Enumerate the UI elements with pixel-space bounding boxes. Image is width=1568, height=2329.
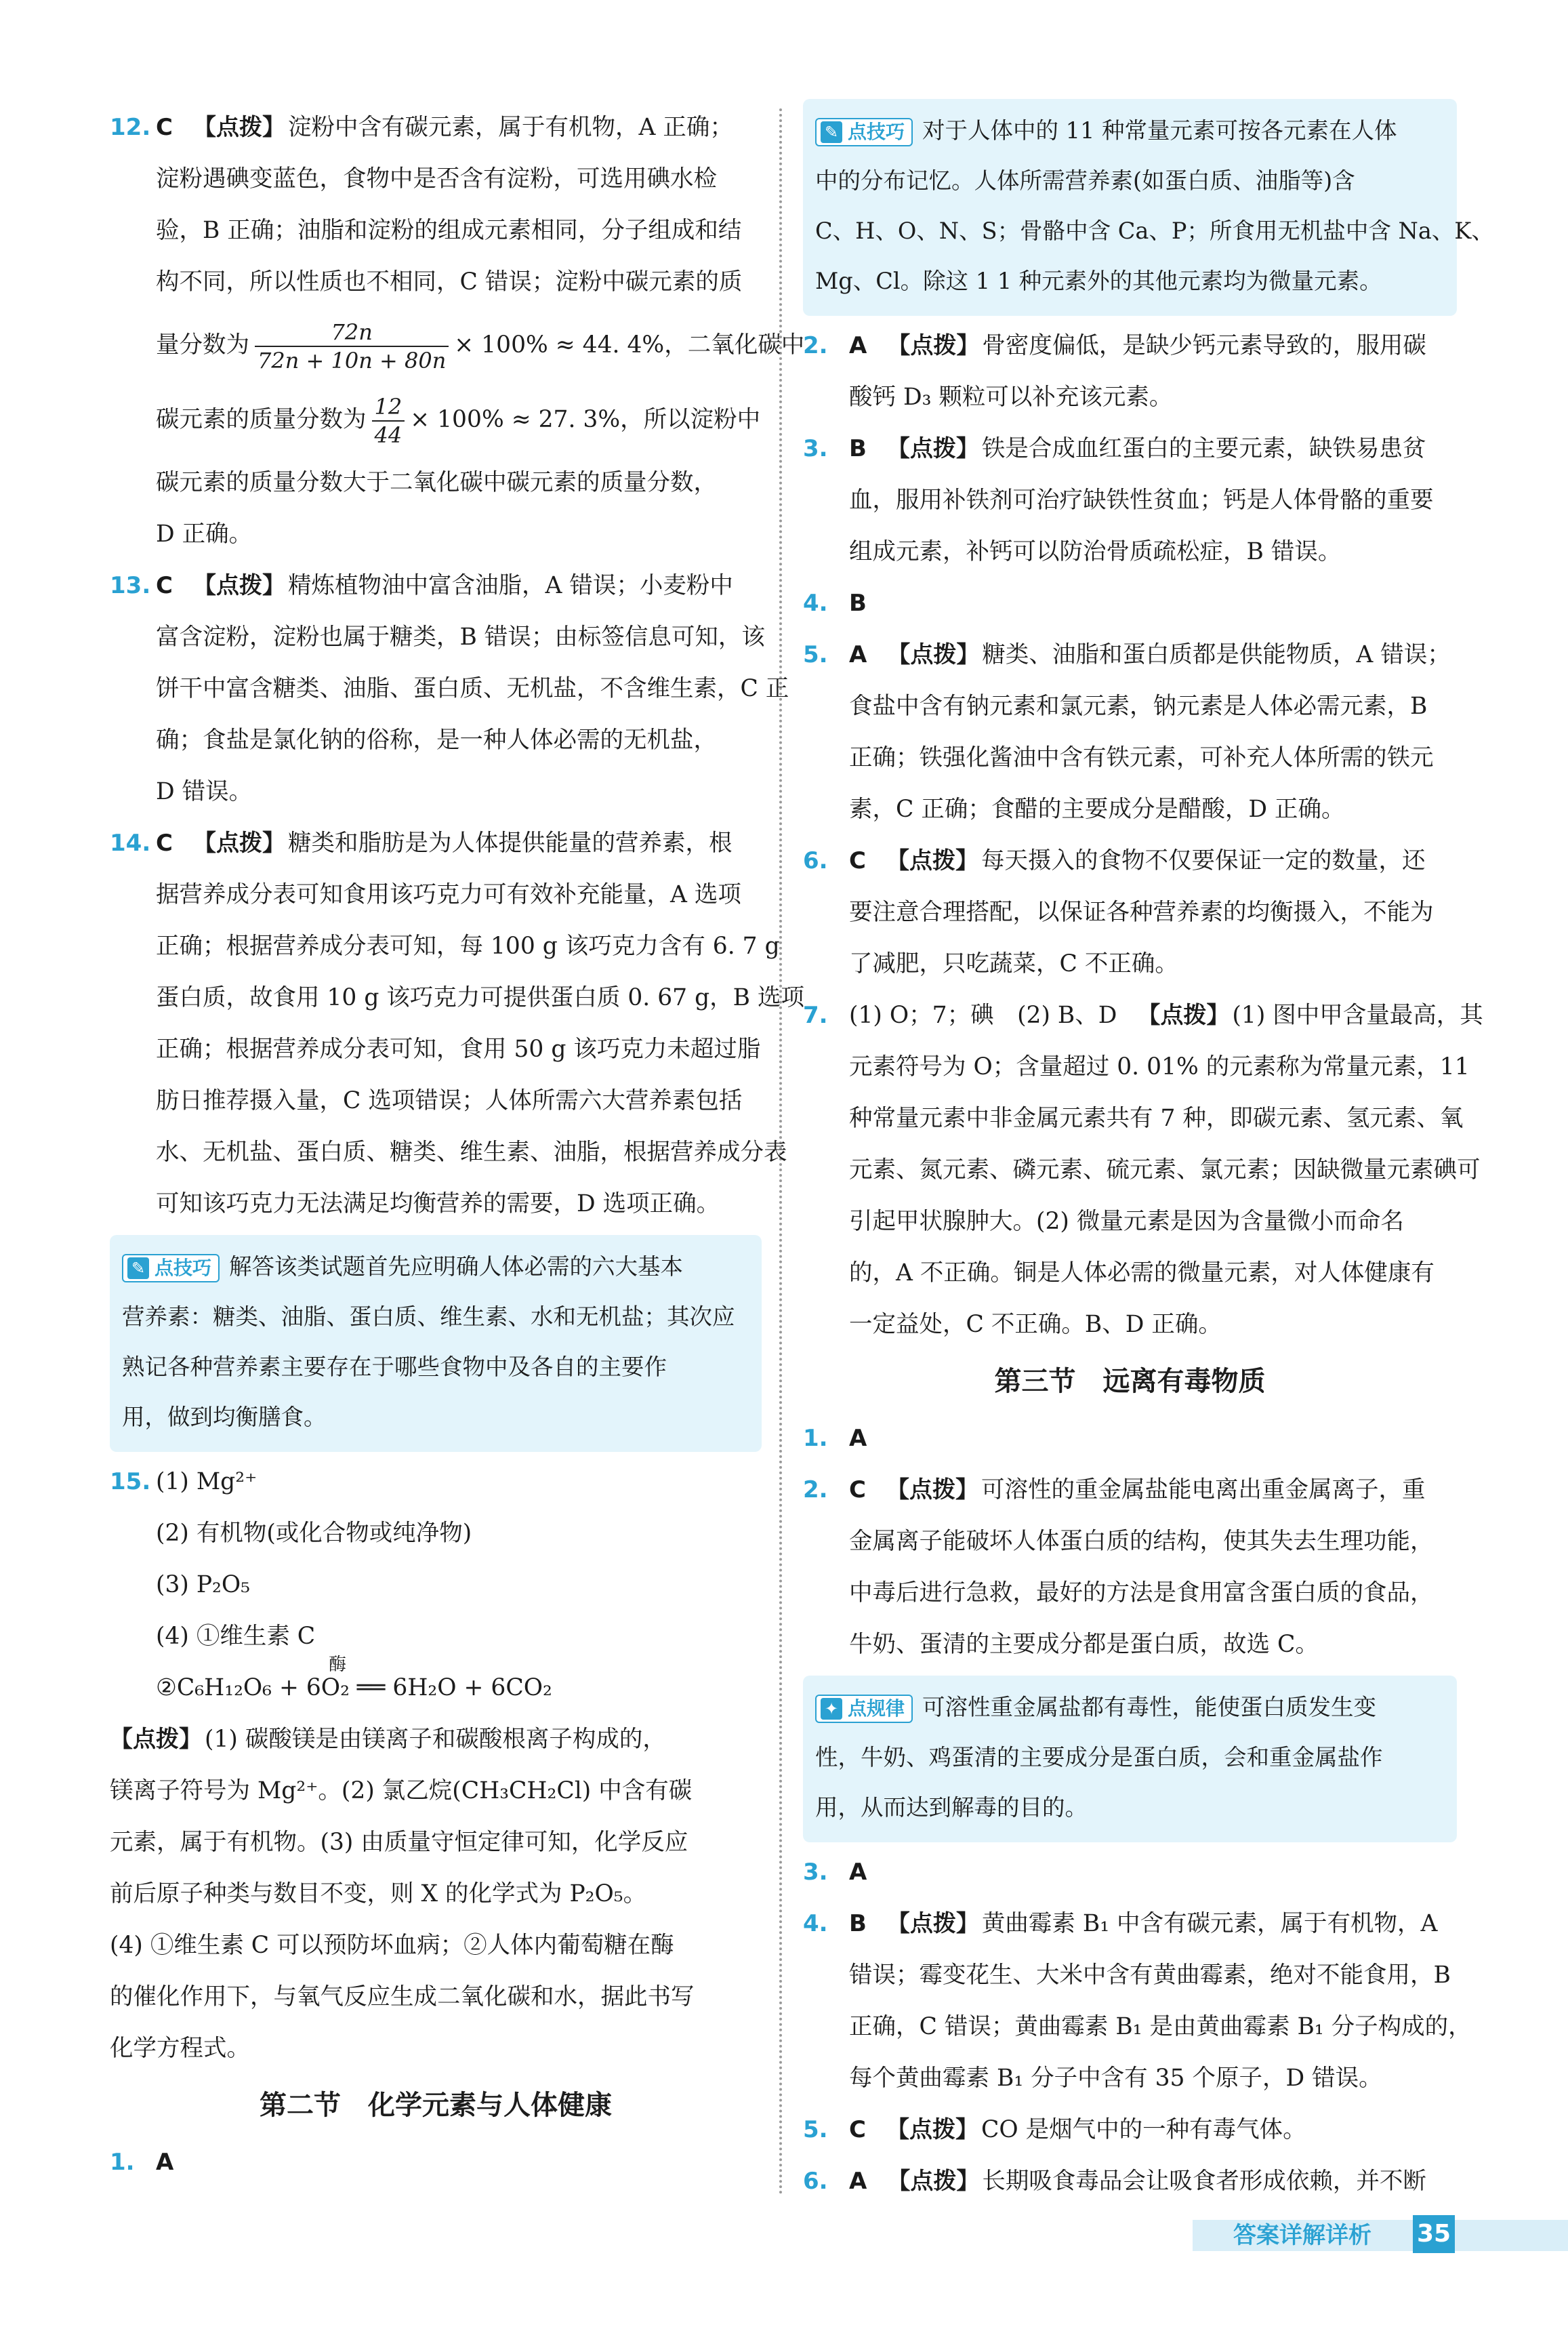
answer-text: (1) O；7；碘 (2) B、D (849, 1002, 1117, 1029)
answer-item-1 (110, 2136, 762, 2188)
text-line: 错误；霉变花生、大米中含有黄曲霉素，绝对不能食用，B (849, 1962, 1451, 1989)
question-number: 6. (803, 847, 828, 874)
hint-tag: 【点拨】 (886, 2116, 978, 2143)
left-column (110, 102, 805, 2188)
answer-item-r6 (803, 2155, 1457, 2207)
chemical-equation: ②C₆H₁₂O₆ + 6O₂ ══ 6H₂O + 6CO₂ (156, 1674, 552, 1701)
hint-tag: 【点拨】 (886, 435, 979, 462)
text-line: 骨密度偏低，是缺少钙元素导致的，服用碳 (982, 332, 1426, 359)
text-line: 种常量元素中非金属元素共有 7 种，即碳元素、氢元素、氧 (849, 1105, 1464, 1132)
text-fragment: × 100% ≈ 27. 3%，所以淀粉中 (410, 406, 761, 433)
text-line: 蛋白质，故食用 10 g 该巧克力可提供蛋白质 0. 67 g，B 选项 (156, 984, 805, 1011)
text-line: (4) ①维生素 C 可以预防坏血病；②人体内葡萄糖在酶 (110, 1932, 674, 1959)
text-line: 正确；根据营养成分表可知，食用 50 g 该巧克力未超过脂 (156, 1036, 761, 1063)
answer-item-r5 (803, 2104, 1457, 2155)
text-line: 肪日推荐摄入量，C 选项错误；人体所需六大营养素包括 (156, 1087, 743, 1114)
text-line: 可溶性的重金属盐能电离出重金属离子，重 (981, 1476, 1426, 1503)
section-title: 第三节 远离有毒物质 (994, 1366, 1266, 1397)
text-line: 中毒后进行急救，最好的方法是食用富含蛋白质的食品， (849, 1579, 1434, 1606)
tip-box (110, 1235, 762, 1452)
question-number: 13. (110, 572, 151, 599)
hint-tag: 【点拨】 (1137, 1002, 1230, 1029)
text-line: 可知该巧克力无法满足均衡营养的需要，D 选项正确。 (156, 1190, 720, 1217)
question-number: 2. (803, 1476, 828, 1503)
hint-tag: 【点拨】 (192, 830, 285, 857)
tip-badge (815, 118, 913, 146)
answer-letter: C (156, 572, 173, 599)
text-line: 用，从而达到解毒的目的。 (815, 1794, 1088, 1821)
text-line: 确；食盐是氯化钠的俗称，是一种人体必需的无机盐， (156, 727, 717, 754)
text-line: 营养素：糖类、油脂、蛋白质、维生素、水和无机盐；其次应 (122, 1303, 735, 1330)
answer-item-r2 (803, 1464, 1457, 1670)
text-line: (1) 图中甲含量最高，其 (1232, 1002, 1483, 1029)
right-column (803, 102, 1494, 2207)
question-number: 3. (803, 1859, 828, 1886)
text-line: 水、无机盐、蛋白质、糖类、维生素、油脂，根据营养成分表 (156, 1139, 787, 1166)
tip-icon: ✎ (127, 1257, 149, 1279)
question-number: 6. (803, 2168, 828, 2195)
answer-line: (2) 有机物(或化合物或纯净物) (156, 1520, 472, 1547)
text-line: D 错误。 (156, 778, 253, 805)
text-line: 素，C 正确；食醋的主要成分是醋酸，D 正确。 (849, 796, 1345, 823)
question-number: 5. (803, 2116, 828, 2143)
text-line: 可溶性重金属盐都有毒性，能使蛋白质发生变 (922, 1694, 1377, 1720)
rule-box (803, 1676, 1457, 1842)
text-line: 要注意合理搭配，以保证各种营养素的均衡摄入，不能为 (849, 899, 1434, 926)
question-number: 1. (803, 1425, 828, 1452)
answer-item-2 (803, 320, 1457, 423)
text-line: 富含淀粉，淀粉也属于糖类，B 错误；由标签信息可知，该 (156, 624, 765, 651)
answer-item-6 (803, 835, 1457, 990)
text-line: 铁是合成血红蛋白的主要元素，缺铁易患贫 (981, 435, 1426, 462)
tip-badge-label: 点技巧 (154, 1257, 212, 1279)
answer-letter: A (156, 2149, 174, 2176)
text-line: 淀粉遇碘变蓝色，食物中是否含有淀粉，可选用碘水检 (156, 165, 717, 193)
hint-tag: 【点拨】 (110, 1726, 202, 1753)
text-line: 食盐中含有钠元素和氯元素，钠元素是人体必需元素，B (849, 693, 1428, 720)
tip-box (803, 99, 1494, 316)
text-line: 淀粉中含有碳元素，属于有机物，A 正确； (287, 114, 733, 141)
answer-line: (1) Mg²⁺ (156, 1468, 257, 1495)
text-line: 每天摄入的食物不仅要保证一定的数量，还 (981, 847, 1426, 874)
answer-item-14 (110, 817, 805, 1230)
text-fragment: × 100% ≈ 44. 4%，二氧化碳中 (454, 331, 805, 359)
text-fragment: 量分数为 (156, 331, 249, 359)
fraction (255, 319, 449, 374)
hint-tag: 【点拨】 (192, 114, 285, 141)
fraction (372, 393, 405, 449)
text-line: 熟记各种营养素主要存在于哪些食物中及各自的主要作 (122, 1354, 667, 1380)
denominator: 72n + 10n + 80n (255, 346, 449, 374)
answer-item-4 (803, 578, 1457, 629)
text-line: 元素、氮元素、磷元素、硫元素、氯元素；因缺微量元素碘可 (849, 1156, 1481, 1183)
question-number: 4. (803, 590, 828, 617)
hint-tag: 【点拨】 (886, 847, 978, 874)
text-line: 中的分布记忆。人体所需营养素(如蛋白质、油脂等)含 (815, 167, 1355, 194)
text-line: 糖类、油脂和蛋白质都是供能物质，A 错误； (982, 641, 1451, 668)
text-line: C、H、O、N、S；骨骼中含 Ca、P；所食用无机盐中含 Na、K、 (815, 218, 1494, 244)
answer-letter: B (849, 590, 867, 617)
text-line: 黄曲霉素 B₁ 中含有碳元素，属于有机物，A (981, 1910, 1438, 1937)
hint-tag: 【点拨】 (887, 2168, 980, 2195)
answer-item-r1 (803, 1413, 1457, 1464)
text-line: 糖类和脂肪是为人体提供能量的营养素，根 (287, 830, 733, 857)
text-line: 对于人体中的 11 种常量元素可按各元素在人体 (922, 117, 1397, 144)
text-line: 金属离子能破坏人体蛋白质的结构，使其失去生理功能， (849, 1528, 1434, 1555)
numerator: 72n (331, 319, 373, 345)
text-line: 解答该类试题首先应明确人体必需的六大基本 (229, 1253, 684, 1280)
question-number: 12. (110, 114, 151, 141)
answer-letter: B (849, 1910, 867, 1937)
text-line: 血，服用补铁剂可治疗缺铁性贫血；钙是人体骨骼的重要 (849, 487, 1434, 514)
hint-tag: 【点拨】 (887, 641, 980, 668)
reaction-condition: 酶 (329, 1655, 347, 1675)
footer-label: 答案详解详析 (1233, 2222, 1371, 2249)
answer-item-7 (803, 990, 1483, 1350)
answer-letter: A (849, 1859, 867, 1886)
text-line: 碳元素的质量分数大于二氧化碳中碳元素的质量分数， (156, 469, 717, 496)
text-line: 构不同，所以性质也不相同，C 错误；淀粉中碳元素的质 (156, 268, 743, 296)
rule-badge (815, 1695, 913, 1723)
question-number: 15. (110, 1468, 151, 1495)
text-line: D 正确。 (156, 521, 253, 548)
text-line: 牛奶、蛋清的主要成分都是蛋白质，故选 C。 (849, 1631, 1319, 1658)
text-line: 每个黄曲霉素 B₁ 分子中含有 35 个原子，D 错误。 (849, 2065, 1382, 2092)
text-line: Mg、Cl。除这 1 1 种元素外的其他元素均为微量元素。 (815, 268, 1382, 294)
question-number: 4. (803, 1910, 828, 1937)
answer-letter: C (849, 847, 866, 874)
question-number: 14. (110, 830, 151, 857)
question-number: 2. (803, 332, 828, 359)
text-line: 引起甲状腺肿大。(2) 微量元素是因为含量微小而命名 (849, 1208, 1404, 1235)
answer-item-12 (110, 102, 805, 560)
hint-tag: 【点拨】 (192, 572, 285, 599)
answer-letter: C (156, 114, 173, 141)
numerator: 12 (374, 393, 403, 420)
question-number: 1. (110, 2149, 135, 2176)
text-line: (1) 碳酸镁是由镁离子和碳酸根离子构成的， (205, 1726, 666, 1753)
text-line: 的催化作用下，与氧气反应生成二氧化碳和水，据此书写 (110, 1983, 695, 2010)
text-line: 一定益处，C 不正确。B、D 正确。 (849, 1311, 1222, 1338)
question-number: 5. (803, 641, 828, 668)
text-line: 元素符号为 O；含量超过 0. 01% 的元素称为常量元素，11 (849, 1053, 1470, 1080)
text-line: 的，A 不正确。铜是人体必需的微量元素，对人体健康有 (849, 1259, 1435, 1287)
tip-badge (122, 1254, 220, 1282)
page-number: 35 (1413, 2215, 1455, 2253)
text-fragment: 碳元素的质量分数为 (156, 406, 367, 433)
text-line: 验，B 正确；油脂和淀粉的组成元素相同，分子组成和结 (156, 217, 742, 244)
question-number: 7. (803, 1002, 828, 1029)
section-title: 第二节 化学元素与人体健康 (260, 2090, 612, 2121)
text-line: 正确；根据营养成分表可知，每 100 g 该巧克力含有 6. 7 g (156, 933, 780, 960)
text-line: 前后原子种类与数目不变，则 X 的化学式为 P₂O₅。 (110, 1880, 647, 1907)
answer-letter: A (849, 332, 867, 359)
answer-letter: C (156, 830, 173, 857)
text-line: 镁离子符号为 Mg²⁺。(2) 氯乙烷(CH₃CH₂Cl) 中含有碳 (110, 1777, 693, 1804)
hint-tag: 【点拨】 (887, 332, 980, 359)
tip-icon: ✎ (821, 121, 842, 143)
answer-letter: A (849, 1425, 867, 1452)
hint-tag: 【点拨】 (886, 1476, 978, 1503)
question-number: 3. (803, 435, 828, 462)
text-line: 了减肥，只吃蔬菜，C 不正确。 (849, 950, 1178, 977)
answer-item-5 (803, 629, 1457, 835)
text-line: 正确；铁强化酱油中含有铁元素，可补充人体所需的铁元 (849, 744, 1434, 771)
text-line: 组成元素，补钙可以防治骨质疏松症，B 错误。 (849, 538, 1342, 565)
rule-icon: ✦ (821, 1698, 842, 1720)
tip-badge-label: 点技巧 (848, 121, 905, 143)
answer-letter: A (849, 641, 867, 668)
text-line: 酸钙 D₃ 颗粒可以补充该元素。 (849, 384, 1173, 411)
answer-letter: C (849, 1476, 866, 1503)
text-line: 饼干中富含糖类、油脂、蛋白质、无机盐，不含维生素，C 正 (156, 675, 789, 702)
answer-line: (3) P₂O₅ (156, 1571, 250, 1598)
answer-line: (4) ①维生素 C (156, 1623, 316, 1650)
text-line: 据营养成分表可知食用该巧克力可有效补充能量，A 选项 (156, 881, 741, 908)
answer-item-r3 (803, 1846, 1457, 1898)
hint-tag: 【点拨】 (886, 1910, 979, 1937)
text-line: 化学方程式。 (110, 2035, 250, 2062)
answer-letter: C (849, 2116, 866, 2143)
text-line: 元素，属于有机物。(3) 由质量守恒定律可知，化学反应 (110, 1829, 688, 1856)
answer-item-15 (110, 1456, 762, 2074)
text-line: CO 是烟气中的一种有毒气体。 (981, 2116, 1306, 2143)
text-line: 正确，C 错误；黄曲霉素 B₁ 是由黄曲霉素 B₁ 分子构成的， (849, 2013, 1472, 2040)
text-line: 性，牛奶、鸡蛋清的主要成分是蛋白质，会和重金属盐作 (815, 1744, 1383, 1770)
answer-item-r4 (803, 1898, 1472, 2104)
rule-badge-label: 点规律 (848, 1697, 905, 1720)
denominator: 44 (372, 420, 405, 449)
text-line: 长期吸食毒品会让吸食者形成依赖，并不断 (982, 2168, 1426, 2195)
answer-letter: B (849, 435, 867, 462)
text-line: 用，做到均衡膳食。 (122, 1404, 327, 1430)
answer-letter: A (849, 2168, 867, 2195)
text-line: 精炼植物油中富含油脂，A 错误；小麦粉中 (287, 572, 733, 599)
answer-item-13 (110, 560, 789, 817)
answer-item-3 (803, 423, 1457, 578)
